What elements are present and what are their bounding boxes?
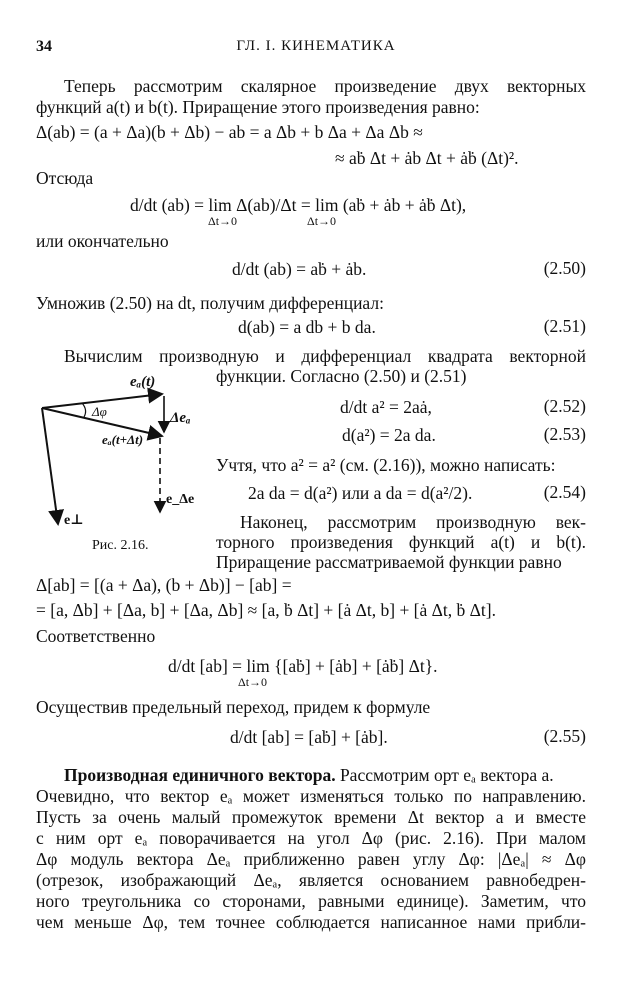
text-span: Рассмотрим орт eₐ вектора a. bbox=[335, 765, 554, 785]
section-run-in-title: Производная единичного вектора. bbox=[64, 765, 336, 785]
limit-subscript: Δt→0 bbox=[238, 675, 268, 689]
text-line: или окончательно bbox=[36, 231, 169, 251]
text-line: Приращение рассматриваемой функции равно bbox=[216, 552, 562, 572]
equation: ≈ aḃ Δt + ȧb Δt + ȧḃ (Δt)². bbox=[335, 148, 519, 168]
equation: d/dt [ab] = [aḃ] + [ȧb]. bbox=[230, 727, 388, 747]
vector-e-perp bbox=[42, 408, 58, 524]
equation: d(ab) = a db + b da. bbox=[238, 317, 376, 337]
text-line: Пусть за очень малый промежуток времени Δt вектор a и вместе bbox=[36, 807, 586, 827]
vector-diagram bbox=[34, 372, 214, 542]
limit-subscript: Δt→0 bbox=[208, 214, 238, 228]
page-number: 34 bbox=[36, 38, 52, 55]
label-e-perp: e⊥ bbox=[64, 513, 84, 528]
text-line: Очевидно, что вектор eₐ может изменяться только по направлению. bbox=[36, 786, 586, 806]
equation-number: (2.55) bbox=[543, 726, 586, 746]
equation-number: (2.52) bbox=[543, 396, 586, 416]
label-ea-t: eₐ(t) bbox=[130, 374, 156, 390]
equation: Δ[ab] = [(a + Δa), (b + Δb)] − [ab] = bbox=[36, 575, 292, 595]
equation-number: (2.54) bbox=[543, 482, 586, 502]
figure-caption: Рис. 2.16. bbox=[92, 538, 149, 553]
equation: d/dt (ab) = lim Δ(ab)/Δt = lim (aḃ + ȧb + ȧḃ Δt), bbox=[130, 195, 467, 215]
text-line: с ним орт eₐ поворачивается на угол Δφ (рис. 2.16). При малом bbox=[36, 828, 586, 848]
text-line: Осуществив предельный переход, придем к формуле bbox=[36, 697, 431, 717]
text-line: Умножив (2.50) на dt, получим дифференциал: bbox=[36, 293, 384, 313]
equation: d/dt a² = 2aȧ, bbox=[340, 397, 432, 417]
text-line: функции. Согласно (2.50) и (2.51) bbox=[216, 366, 467, 386]
text-line: Учтя, что a² = a² (см. (2.16)), можно написать: bbox=[216, 455, 556, 475]
equation: d/dt (ab) = aḃ + ȧb. bbox=[232, 259, 367, 279]
chapter-title: ГЛ. I. КИНЕМАТИКА bbox=[236, 38, 396, 54]
figure-2-16 bbox=[34, 372, 214, 542]
text-line: функций a(t) и b(t). Приращение этого произведения равно: bbox=[36, 97, 480, 117]
label-dea: Δeₐ bbox=[170, 410, 191, 426]
angle-arc bbox=[82, 403, 86, 417]
text-line: чем меньше Δφ, тем точнее соблюдается написанное нами прибли- bbox=[36, 912, 586, 932]
equation-number: (2.50) bbox=[543, 258, 586, 278]
text-line: ного треугольника со сторонами, равными единице). Заметим, что bbox=[36, 891, 586, 911]
equation: = [a, Δb] + [Δa, b] + [Δa, Δb] ≈ [a, ḃ Δt] + [ȧ Δt, b] + [ȧ Δt, ḃ Δt]. bbox=[36, 600, 496, 620]
equation-number: (2.51) bbox=[543, 316, 586, 336]
text-line: торного произведения функций a(t) и b(t). bbox=[216, 532, 586, 552]
equation-number: (2.53) bbox=[543, 424, 586, 444]
text-line: Наконец, рассмотрим производную век- bbox=[240, 512, 586, 532]
text-line: Отсюда bbox=[36, 168, 94, 188]
text-line: Δφ модуль вектора Δeₐ приближенно равен углу Δφ: |Δeₐ| ≈ Δφ bbox=[36, 849, 586, 869]
paragraph-line bbox=[64, 765, 554, 785]
text-line: Теперь рассмотрим скалярное произведение двух векторных bbox=[64, 76, 586, 96]
label-e-dea: e_Δe bbox=[166, 492, 195, 507]
equation: d(a²) = 2a da. bbox=[342, 425, 436, 445]
equation: Δ(ab) = (a + Δa)(b + Δb) − ab = a Δb + b Δa + Δa Δb ≈ bbox=[36, 122, 423, 142]
label-ea-tdt: eₐ(t+Δt) bbox=[102, 432, 144, 447]
text-line: Соответственно bbox=[36, 626, 156, 646]
text-line: (отрезок, изображающий Δeₐ, является основанием равнобедрен- bbox=[36, 870, 586, 890]
equation: d/dt [ab] = lim {[aḃ] + [ȧb] + [ȧḃ] Δt}. bbox=[168, 656, 438, 676]
label-dphi: Δφ bbox=[92, 404, 107, 419]
equation: 2a da = d(a²) или a da = d(a²/2). bbox=[248, 483, 473, 503]
text-line: Вычислим производную и дифференциал квадрата векторной bbox=[64, 346, 586, 366]
limit-subscript: Δt→0 bbox=[307, 214, 337, 228]
